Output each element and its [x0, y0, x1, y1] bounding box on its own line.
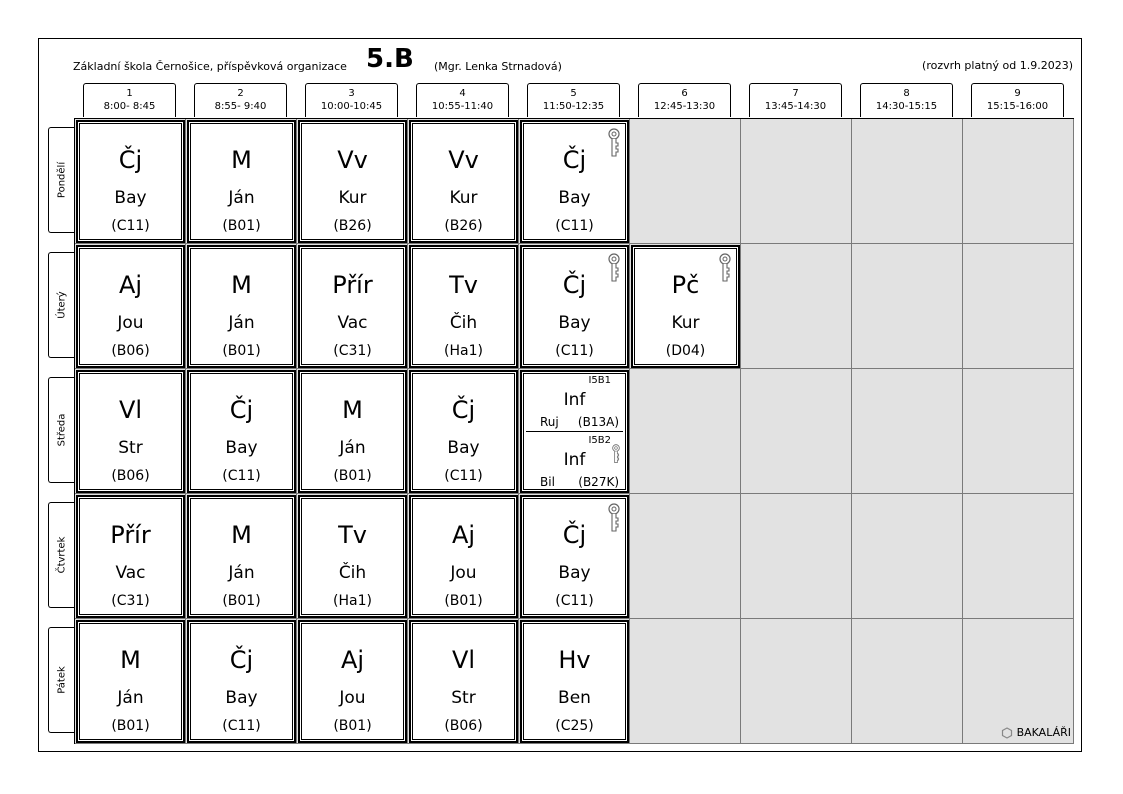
lesson-teacher: Bay [558, 188, 591, 208]
lesson-subject: M [120, 646, 141, 674]
lesson-subject: Pč [671, 271, 700, 299]
lesson-teacher: Ján [117, 688, 144, 708]
lesson-card[interactable] [409, 245, 518, 368]
period-time: 13:45-14:30 [764, 101, 827, 112]
lesson-teacher: Bay [558, 313, 591, 333]
lesson-subject: Inf [563, 390, 586, 410]
empty-cell [963, 494, 1074, 619]
group-label: I5B1 [588, 375, 611, 386]
lesson-teacher: Bay [114, 188, 147, 208]
day-label-2 [48, 252, 74, 358]
lesson-card[interactable] [187, 620, 296, 743]
day-label-5 [48, 627, 74, 733]
lesson-card[interactable] [409, 370, 518, 493]
empty-cell [963, 244, 1074, 369]
lesson-card[interactable] [409, 495, 518, 618]
empty-cell [630, 619, 741, 744]
lesson-teacher: Ján [228, 563, 255, 583]
period-1 [83, 83, 176, 117]
lesson-subject: Čj [118, 146, 143, 174]
lesson-room: (C11) [444, 468, 483, 484]
period-8 [860, 83, 953, 117]
lesson-room: (B01) [333, 718, 372, 734]
school-name: Základní škola Černošice, příspěvková organizace [73, 60, 347, 73]
period-time: 10:55-11:40 [431, 101, 494, 112]
empty-cell [741, 369, 852, 494]
lesson-card[interactable] [298, 495, 407, 618]
day-label-1 [48, 127, 74, 233]
lesson-teacher: Jou [339, 688, 366, 708]
lesson-teacher: Kur [338, 188, 367, 208]
empty-cell [741, 244, 852, 369]
lesson-teacher: Str [118, 438, 143, 458]
empty-cell [852, 494, 963, 619]
lesson-card[interactable] [187, 495, 296, 618]
day-name: Pondělí [56, 161, 67, 199]
period-6 [638, 83, 731, 117]
period-time: 12:45-13:30 [653, 101, 716, 112]
period-number: 8 [903, 88, 910, 99]
lesson-subject: Přír [110, 521, 151, 549]
lesson-card[interactable] [520, 245, 629, 368]
lesson-card[interactable] [76, 620, 185, 743]
key-icon [607, 503, 621, 533]
split-lesson[interactable] [522, 372, 627, 432]
lesson-room: (C11) [555, 593, 594, 609]
period-number: 7 [792, 88, 799, 99]
empty-cell [852, 369, 963, 494]
lesson-card[interactable] [631, 245, 740, 368]
key-icon [607, 253, 621, 283]
bakalari-logo-icon [1001, 727, 1013, 739]
empty-cell [852, 119, 963, 244]
lesson-subject: Čj [451, 396, 476, 424]
lesson-room: (D04) [665, 343, 706, 359]
day-label-4 [48, 502, 74, 608]
lesson-subject: Inf [563, 450, 586, 470]
empty-cell [741, 619, 852, 744]
lesson-room: (B13A) [577, 415, 619, 429]
lesson-teacher: Bay [447, 438, 480, 458]
lesson-teacher: Ján [339, 438, 366, 458]
lesson-teacher: Čih [449, 313, 478, 333]
lesson-room: (C11) [111, 218, 150, 234]
period-time: 14:30-15:15 [875, 101, 938, 112]
lesson-room: (B01) [333, 468, 372, 484]
day-name: Středa [56, 413, 67, 447]
lesson-teacher: Bay [225, 688, 258, 708]
lesson-card[interactable] [187, 120, 296, 243]
lesson-subject: Přír [332, 271, 373, 299]
lesson-room: (C31) [333, 343, 372, 359]
period-3 [305, 83, 398, 117]
lesson-room: (B26) [444, 218, 483, 234]
lesson-room: (B01) [111, 718, 150, 734]
lesson-teacher: Jou [450, 563, 477, 583]
lesson-room: (C31) [111, 593, 150, 609]
lesson-subject: Aj [451, 521, 476, 549]
lesson-subject: M [342, 396, 363, 424]
lesson-teacher: Kur [671, 313, 700, 333]
day-label-3 [48, 377, 74, 483]
lesson-teacher: Ben [558, 688, 591, 708]
lesson-card[interactable] [409, 620, 518, 743]
lesson-card[interactable] [187, 245, 296, 368]
lesson-subject: Čj [562, 146, 587, 174]
period-time: 10:00-10:45 [320, 101, 383, 112]
lesson-room: (B01) [222, 593, 261, 609]
bakalari-logo [1001, 726, 1071, 739]
class-name: 5.B [366, 44, 414, 74]
lesson-room: (C11) [222, 468, 261, 484]
lesson-card[interactable] [187, 370, 296, 493]
empty-cell [630, 369, 741, 494]
lesson-card[interactable] [76, 495, 185, 618]
period-time: 15:15-16:00 [986, 101, 1049, 112]
lesson-teacher: Ján [228, 188, 255, 208]
day-name: Čtvrtek [56, 536, 67, 574]
timetable-grid [74, 118, 1074, 744]
lesson-subject: Čj [229, 646, 254, 674]
lesson-room: (Ha1) [333, 593, 372, 609]
lesson-teacher: Bay [225, 438, 258, 458]
empty-cell [741, 119, 852, 244]
valid-from: (rozvrh platný od 1.9.2023) [922, 59, 1073, 72]
lesson-room: (Ha1) [444, 343, 483, 359]
day-name: Úterý [56, 291, 67, 319]
group-label: I5B2 [588, 435, 611, 446]
lesson-teacher: Bil [540, 475, 555, 489]
period-5 [527, 83, 620, 117]
lesson-subject: Vl [118, 396, 143, 424]
period-number: 9 [1014, 88, 1021, 99]
lesson-teacher: Str [451, 688, 476, 708]
lesson-subject: Vv [337, 146, 368, 174]
lesson-room: (B01) [444, 593, 483, 609]
empty-cell [852, 619, 963, 744]
split-lesson[interactable] [522, 432, 627, 492]
period-number: 4 [459, 88, 466, 99]
lesson-teacher: Vac [115, 563, 146, 583]
empty-cell [963, 119, 1074, 244]
lesson-card[interactable] [520, 370, 629, 493]
period-number: 6 [681, 88, 688, 99]
lesson-room: (C11) [222, 718, 261, 734]
logo-text: BAKALÁŘI [1016, 726, 1071, 739]
period-number: 3 [348, 88, 355, 99]
empty-cell [630, 494, 741, 619]
key-icon [607, 128, 621, 158]
lesson-teacher: Bay [558, 563, 591, 583]
lesson-teacher: Kur [449, 188, 478, 208]
lesson-card[interactable] [298, 245, 407, 368]
lesson-subject: Tv [449, 271, 478, 299]
lesson-room: (B01) [222, 218, 261, 234]
empty-cell [741, 494, 852, 619]
lesson-room: (C25) [555, 718, 594, 734]
lesson-subject: Vl [451, 646, 476, 674]
class-teacher: (Mgr. Lenka Strnadová) [434, 60, 562, 73]
key-icon [718, 253, 732, 283]
empty-cell [963, 369, 1074, 494]
lesson-card[interactable] [409, 120, 518, 243]
lesson-subject: Čj [229, 396, 254, 424]
lesson-card[interactable] [76, 245, 185, 368]
lesson-card[interactable] [520, 120, 629, 243]
period-4 [416, 83, 509, 117]
lesson-subject: M [231, 521, 252, 549]
lesson-card[interactable] [298, 620, 407, 743]
period-number: 1 [126, 88, 133, 99]
lesson-room: (B26) [333, 218, 372, 234]
lesson-subject: Aj [118, 271, 143, 299]
lesson-room: (B06) [111, 468, 150, 484]
day-name: Pátek [56, 666, 67, 694]
lesson-card[interactable] [520, 620, 629, 743]
period-7 [749, 83, 842, 117]
period-2 [194, 83, 287, 117]
lesson-room: (C11) [555, 218, 594, 234]
lesson-card[interactable] [76, 370, 185, 493]
lesson-subject: Tv [338, 521, 367, 549]
lesson-teacher: Jou [117, 313, 144, 333]
period-time: 8:55- 9:40 [214, 101, 267, 112]
period-number: 5 [570, 88, 577, 99]
lesson-subject: Aj [340, 646, 365, 674]
split-divider [526, 431, 623, 432]
lesson-subject: Hv [558, 646, 591, 674]
lesson-subject: M [231, 146, 252, 174]
lesson-card[interactable] [298, 370, 407, 493]
period-time: 8:00- 8:45 [103, 101, 156, 112]
lesson-teacher: Ján [228, 313, 255, 333]
lesson-teacher: Čih [338, 563, 367, 583]
lesson-subject: Čj [562, 521, 587, 549]
empty-cell [630, 119, 741, 244]
empty-cell [852, 244, 963, 369]
lesson-room: (B01) [222, 343, 261, 359]
lesson-subject: Vv [448, 146, 479, 174]
lesson-card[interactable] [520, 495, 629, 618]
lesson-subject: Čj [562, 271, 587, 299]
key-icon [611, 444, 621, 464]
lesson-card[interactable] [76, 120, 185, 243]
lesson-room: (B06) [444, 718, 483, 734]
lesson-teacher: Vac [337, 313, 368, 333]
lesson-room: (B06) [111, 343, 150, 359]
lesson-subject: M [231, 271, 252, 299]
lesson-card[interactable] [298, 120, 407, 243]
period-number: 2 [237, 88, 244, 99]
period-time: 11:50-12:35 [542, 101, 605, 112]
lesson-room: (B27K) [578, 475, 619, 489]
lesson-room: (C11) [555, 343, 594, 359]
period-9 [971, 83, 1064, 117]
lesson-teacher: Ruj [540, 415, 559, 429]
